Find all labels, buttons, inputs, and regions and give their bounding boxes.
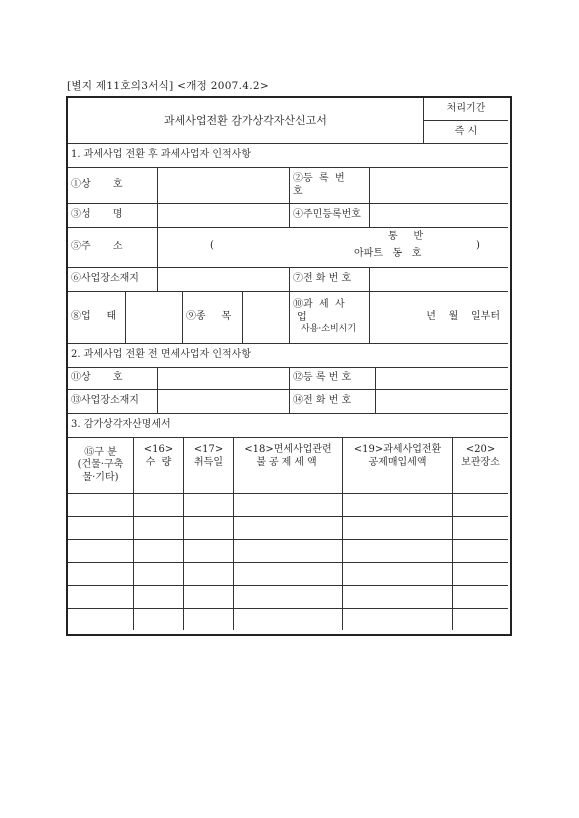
asset-cell-category[interactable] [68, 586, 134, 609]
col-quantity-header [134, 438, 184, 494]
col-category-line3: 물·기타) [82, 471, 119, 483]
col-storage-header [453, 438, 508, 494]
taxable-use-line3: 사용·소비시기 [301, 324, 357, 335]
form-title: 과세사업전환 감가상각자산신고서 [68, 98, 424, 144]
asset-cell-category[interactable] [68, 609, 134, 630]
trade-name-label: ①상 호 [68, 168, 158, 204]
col-acquired-header [184, 438, 234, 494]
asset-cell-acquired[interactable] [184, 494, 234, 517]
phone-label: ⑦전 화 번 호 [290, 268, 370, 292]
location-label: ⑥사업장소재지 [68, 268, 158, 292]
col-quantity-line1: <16> [143, 444, 174, 455]
asset-cell-nondeductible[interactable] [234, 540, 343, 563]
col-deductible-header [343, 438, 453, 494]
address-field[interactable] [158, 228, 508, 268]
business-type-field[interactable] [126, 292, 183, 344]
asset-cell-quantity[interactable] [134, 609, 184, 630]
prior-reg-no-label: ⑫등 록 번 호 [290, 368, 376, 390]
reg-no-label [290, 168, 370, 204]
prior-reg-no-field[interactable] [376, 368, 508, 390]
asset-cell-nondeductible[interactable] [234, 586, 343, 609]
reg-no-label-line2: 호 [293, 185, 303, 197]
asset-cell-quantity[interactable] [134, 517, 184, 540]
asset-cell-category[interactable] [68, 540, 134, 563]
asset-cell-acquired[interactable] [184, 609, 234, 630]
section3-heading: 3. 감가상각자산명세서 [68, 414, 508, 438]
asset-cell-quantity[interactable] [134, 540, 184, 563]
asset-cell-nondeductible[interactable] [234, 563, 343, 586]
reg-no-field[interactable] [370, 168, 508, 204]
taxable-use-line1: ⑩과 세 사 [293, 299, 345, 311]
col-acquired-line1: <17> [193, 444, 224, 455]
asset-cell-storage[interactable] [453, 494, 508, 517]
asset-cell-acquired[interactable] [184, 540, 234, 563]
resident-no-label: ④주민등록번호 [290, 204, 370, 228]
section2-heading: 2. 과세사업 전환 전 면세사업자 인적사항 [68, 344, 508, 368]
reg-no-label-line1: ②등 록 번 [293, 173, 345, 184]
address-apt-dong-ho: 아파트 동 호 [354, 248, 422, 259]
asset-cell-deductible[interactable] [343, 517, 453, 540]
col-category-header [68, 438, 134, 494]
address-label: ⑤주 소 [68, 228, 158, 268]
col-quantity-line2: 수 량 [145, 456, 172, 468]
col-storage-line1: <20> [465, 444, 496, 455]
section1-heading: 1. 과세사업 전환 후 과세사업자 인적사항 [68, 144, 508, 168]
taxable-use-line2: 업 [297, 311, 307, 323]
asset-cell-deductible[interactable] [343, 540, 453, 563]
prior-phone-field[interactable] [376, 390, 508, 414]
col-nondeductible-line1: <18>면세사업관련 [244, 444, 332, 455]
name-field[interactable] [158, 204, 290, 228]
resident-no-field[interactable] [370, 204, 508, 228]
address-paren-open: ( [210, 240, 214, 251]
asset-cell-category[interactable] [68, 494, 134, 517]
item-label: ⑨종 목 [183, 292, 243, 344]
asset-cell-storage[interactable] [453, 586, 508, 609]
asset-cell-storage[interactable] [453, 517, 508, 540]
address-tong-ban: 통 반 [388, 231, 424, 242]
asset-cell-acquired[interactable] [184, 517, 234, 540]
asset-cell-nondeductible[interactable] [234, 609, 343, 630]
name-label: ③성 명 [68, 204, 158, 228]
col-deductible-line1: <19>과세사업전환 [353, 444, 442, 455]
asset-cell-storage[interactable] [453, 609, 508, 630]
asset-cell-acquired[interactable] [184, 563, 234, 586]
phone-field[interactable] [370, 268, 508, 292]
asset-cell-nondeductible[interactable] [234, 517, 343, 540]
prior-location-field[interactable] [158, 390, 290, 414]
asset-cell-deductible[interactable] [343, 494, 453, 517]
col-nondeductible-line2: 불공제세액 [256, 456, 320, 468]
asset-cell-category[interactable] [68, 563, 134, 586]
prior-trade-name-field[interactable] [158, 368, 290, 390]
trade-name-field[interactable] [158, 168, 290, 204]
prior-trade-name-label: ⑪상 호 [68, 368, 158, 390]
asset-report-form [66, 96, 512, 636]
processing-period-value: 즉 시 [424, 121, 508, 144]
asset-cell-deductible[interactable] [343, 563, 453, 586]
item-field[interactable] [243, 292, 290, 344]
asset-cell-storage[interactable] [453, 540, 508, 563]
col-deductible-line2: 공제매입세액 [368, 456, 427, 468]
asset-cell-deductible[interactable] [343, 586, 453, 609]
col-category-line2: (건물·구축 [77, 459, 124, 471]
location-field[interactable] [158, 268, 290, 292]
prior-location-label: ⑬사업장소재지 [68, 390, 158, 414]
taxable-use-date[interactable]: 년 월 일부터 [370, 292, 508, 344]
business-type-label: ⑧업 태 [68, 292, 126, 344]
form-header: [별지 제11호의3서식] <개정 2007.4.2> [67, 80, 269, 92]
address-paren-close: ) [476, 240, 480, 251]
asset-cell-deductible[interactable] [343, 609, 453, 630]
col-category-line1: ⑮구 분 [84, 446, 117, 458]
asset-cell-quantity[interactable] [134, 586, 184, 609]
asset-cell-quantity[interactable] [134, 494, 184, 517]
prior-phone-label: ⑭전 화 번 호 [290, 390, 376, 414]
asset-cell-nondeductible[interactable] [234, 494, 343, 517]
asset-cell-quantity[interactable] [134, 563, 184, 586]
col-acquired-line2: 취득일 [194, 456, 223, 468]
asset-cell-category[interactable] [68, 517, 134, 540]
col-storage-line2: 보관장소 [461, 456, 500, 468]
col-nondeductible-header [234, 438, 343, 494]
asset-cell-storage[interactable] [453, 563, 508, 586]
processing-period-label: 처리기간 [424, 98, 508, 121]
taxable-use-label [290, 292, 370, 344]
asset-cell-acquired[interactable] [184, 586, 234, 609]
